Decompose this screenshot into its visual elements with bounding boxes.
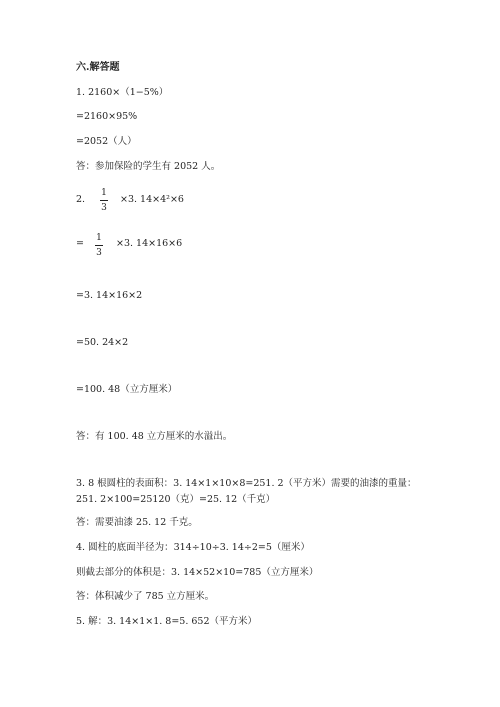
q2-line-5: =100. 48（立方厘米）	[76, 384, 178, 395]
q4-line-1: 4. 圆柱的底面半径为：314÷10÷3. 14÷2=5（厘米）	[76, 542, 310, 553]
q1-line-1: 1. 2160×（1−5%）	[76, 87, 169, 98]
q4-answer: 答：体积减少了 785 立方厘米。	[76, 591, 215, 602]
q2-equals: =	[76, 238, 84, 249]
q2-fraction-2-numerator: 1	[95, 233, 103, 246]
q3-line-2: 251. 2×100=25120（克）=25. 12（千克）	[76, 494, 276, 505]
q2-line-3: =3. 14×16×2	[76, 290, 143, 301]
q5-line-1: 5. 解：3. 14×1×1. 8=5. 652（平方米）	[76, 616, 258, 627]
q3-answer: 答：需要油漆 25. 12 千克。	[76, 517, 198, 528]
q4-line-2: 则截去部分的体积是：3. 14×52×10=785（立方厘米）	[76, 567, 319, 578]
q2-expression-2: ×3. 14×16×6	[116, 238, 183, 249]
q2-fraction-1-denominator: 3	[101, 203, 107, 213]
q2-answer: 答：有 100. 48 立方厘米的水溢出。	[76, 431, 233, 442]
q2-fraction-2-denominator: 3	[96, 248, 102, 258]
q3-line-1: 3. 8 根圆柱的表面积：3. 14×1×10×8=251. 2（平方米）需要的油漆的重量：	[76, 478, 417, 489]
q1-line-2: =2160×95%	[76, 111, 138, 122]
q2-fraction-1-numerator: 1	[100, 188, 108, 201]
q2-number: 2.	[76, 194, 86, 205]
q1-line-3: =2052（人）	[76, 136, 137, 147]
q2-fraction-2	[95, 233, 103, 258]
q1-answer: 答：参加保险的学生有 2052 人。	[76, 161, 221, 172]
q2-expression-1: ×3. 14×4²×6	[120, 194, 184, 205]
q2-line-4: =50. 24×2	[76, 337, 129, 348]
section-heading: 六.解答题	[76, 62, 120, 73]
q2-fraction-1	[100, 188, 108, 213]
